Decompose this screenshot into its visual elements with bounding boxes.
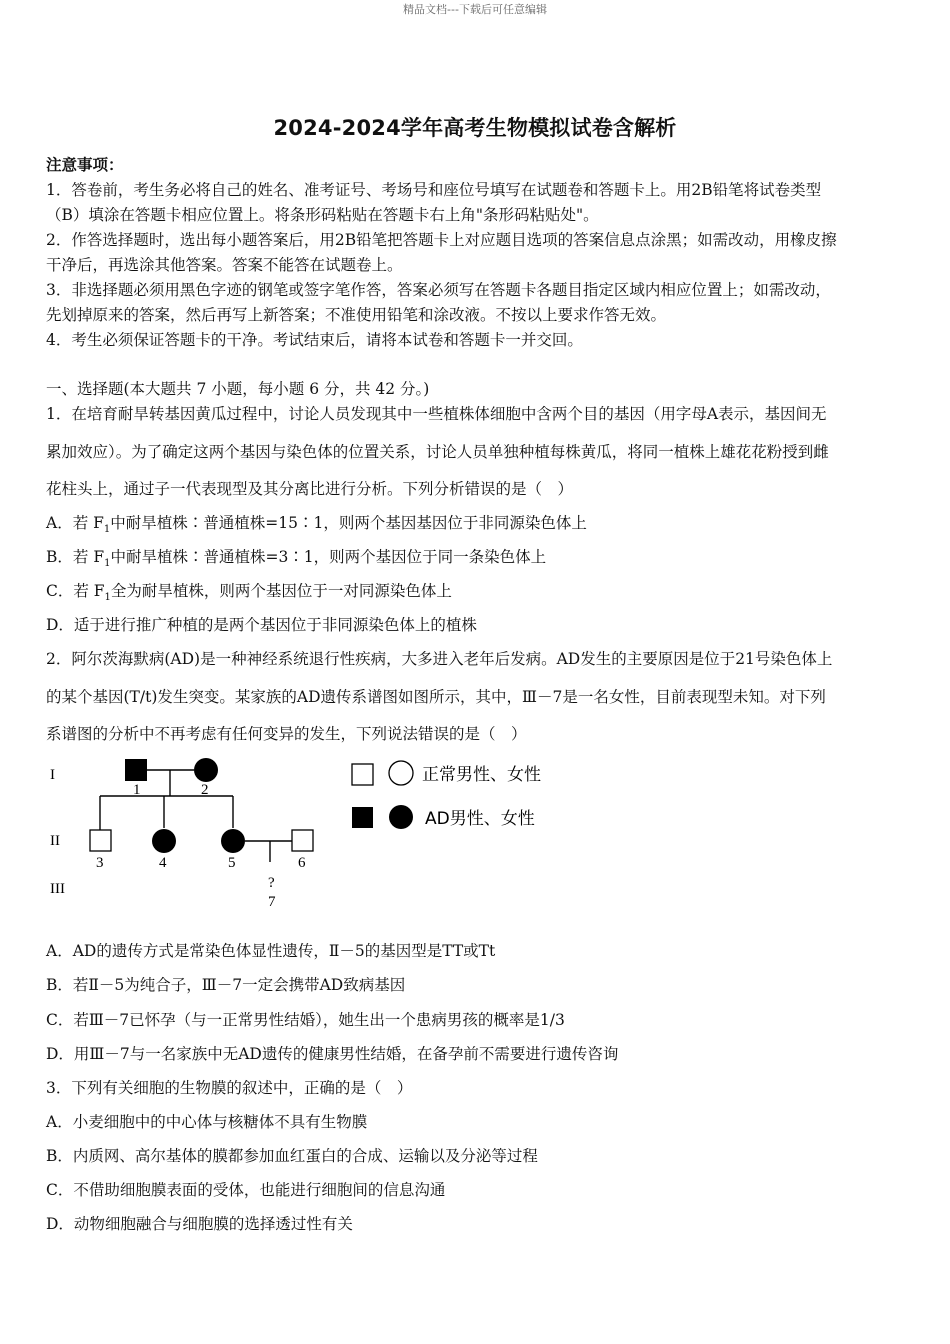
affected-male-1 <box>125 759 147 781</box>
individual-label: 4 <box>159 855 167 871</box>
q1-stem-line: 花柱头上，通过子一代表现型及其分离比进行分析。下列分析错误的是（ ） <box>46 480 574 498</box>
q3-stem: 3．下列有关细胞的生物膜的叙述中，正确的是（ ） <box>46 1079 413 1097</box>
individual-label: 2 <box>201 782 209 798</box>
legend-affected-female-icon <box>389 805 413 829</box>
q1-option-b: B．若 $F_1$中耐旱植株∶普通植株=3∶1，则两个基因位于同一条染色体上 <box>46 548 547 570</box>
page-header: 精品文档---下载后可任意编辑 <box>403 3 547 16</box>
notice-line: 2．作答选择题时，选出每小题答案后，用2B铅笔把答题卡上对应题目选项的答案信息点涂黑；如需改动，用橡皮擦 <box>46 231 837 249</box>
affected-female-4 <box>152 829 176 853</box>
individual-label: 6 <box>298 855 306 871</box>
q3-option-a: A．小麦细胞中的中心体与核糖体不具有生物膜 <box>46 1113 368 1131</box>
notice-line: 1．答卷前，考生务必将自己的姓名、准考证号、考场号和座位号填写在试题卷和答题卡上。用2B铅笔将试卷类型 <box>46 181 822 199</box>
q2-stem-line: 系谱图的分析中不再考虑有任何变异的发生，下列说法错误的是（ ） <box>46 725 527 743</box>
notice-line: 3．非选择题必须用黑色字迹的钢笔或签字笔作答，答案必须写在答题卡各题目指定区域内相应位置上；如需改动， <box>46 281 831 299</box>
q3-option-c: C．不借助细胞膜表面的受体，也能进行细胞间的信息沟通 <box>46 1181 446 1199</box>
document-title: 2024-2024学年高考生物模拟试卷含解析 <box>273 116 677 140</box>
individual-label: 1 <box>133 782 141 798</box>
generation-label-iii: III <box>50 881 65 897</box>
q1-option-d: D．适于进行推广种植的是两个基因位于非同源染色体上的植株 <box>46 616 477 634</box>
q2-option-c: C．若Ⅲ－7已怀孕（与一正常男性结婚），她生出一个患病男孩的概率是1/3 <box>46 1011 565 1029</box>
individual-label: 3 <box>96 855 104 871</box>
notice-line: 干净后，再选涂其他答案。答案不能答在试题卷上。 <box>46 256 403 274</box>
notice-heading: 注意事项： <box>46 155 124 174</box>
normal-male-6 <box>292 830 313 851</box>
q3-option-b: B．内质网、高尔基体的膜都参加血红蛋白的合成、运输以及分泌等过程 <box>46 1147 538 1165</box>
q1-stem-line: 累加效应）。为了确定这两个基因与染色体的位置关系，讨论人员单独种植每株黄瓜，将同一植株上雄花花粉授到雌 <box>46 443 829 461</box>
notice-line: 4．考生必须保证答题卡的干净。考试结束后，请将本试卷和答题卡一并交回。 <box>46 331 583 349</box>
legend-normal-male-icon <box>352 764 373 785</box>
affected-female-2 <box>194 758 218 782</box>
individual-label: 7 <box>268 894 276 910</box>
notice-line: （B）填涂在答题卡相应位置上。将条形码粘贴在答题卡右上角"条形码粘贴处"。 <box>46 206 599 224</box>
q2-stem-line: 的某个基因(T/t)发生突变。某家族的AD遗传系谱图如图所示，其中，Ⅲ－7是一名女性，目前表现型未知。对下列 <box>46 688 826 706</box>
q2-option-d: D．用Ⅲ－7与一名家族中无AD遗传的健康男性结婚，在备孕前不需要进行遗传咨询 <box>46 1045 619 1063</box>
q1-option-c: C．若 $F_1$全为耐旱植株，则两个基因位于一对同源染色体上 <box>46 582 452 604</box>
normal-male-3 <box>90 830 111 851</box>
generation-label-ii: II <box>50 833 60 849</box>
generation-label-i: I <box>50 767 55 783</box>
q1-stem-line: 1．在培育耐旱转基因黄瓜过程中，讨论人员发现其中一些植株体细胞中含两个目的基因（用字母A表示，基因间无 <box>46 405 827 423</box>
q2-stem-line: 2．阿尔茨海默病(AD)是一种神经系统退行性疾病，大多进入老年后发病。AD发生的主要原因是位于21号染色体上 <box>46 650 833 668</box>
affected-female-5 <box>221 829 245 853</box>
q3-option-d: D．动物细胞融合与细胞膜的选择透过性有关 <box>46 1215 353 1233</box>
pedigree-chart <box>40 752 580 917</box>
q2-option-a: A．AD的遗传方式是常染色体显性遗传，Ⅱ－5的基因型是TT或Tt <box>46 942 496 960</box>
q1-option-a: A．若 $F_1$中耐旱植株∶普通植株=15∶1，则两个基因基因位于非同源染色体上 <box>46 514 587 536</box>
unknown-phenotype-mark: ? <box>268 875 275 891</box>
section-heading: 一、选择题(本大题共 7 小题，每小题 6 分，共 42 分。) <box>46 380 430 398</box>
legend-affected-male-icon <box>352 807 373 828</box>
legend-normal-label: 正常男性、女性 <box>422 765 541 785</box>
individual-label: 5 <box>228 855 236 871</box>
legend-affected-label: AD男性、女性 <box>425 809 535 829</box>
notice-line: 先划掉原来的答案，然后再写上新答案；不准使用铅笔和涂改液。不按以上要求作答无效。 <box>46 306 667 324</box>
q2-option-b: B．若Ⅱ－5为纯合子，Ⅲ－7一定会携带AD致病基因 <box>46 976 406 994</box>
legend-normal-female-icon <box>389 761 413 785</box>
